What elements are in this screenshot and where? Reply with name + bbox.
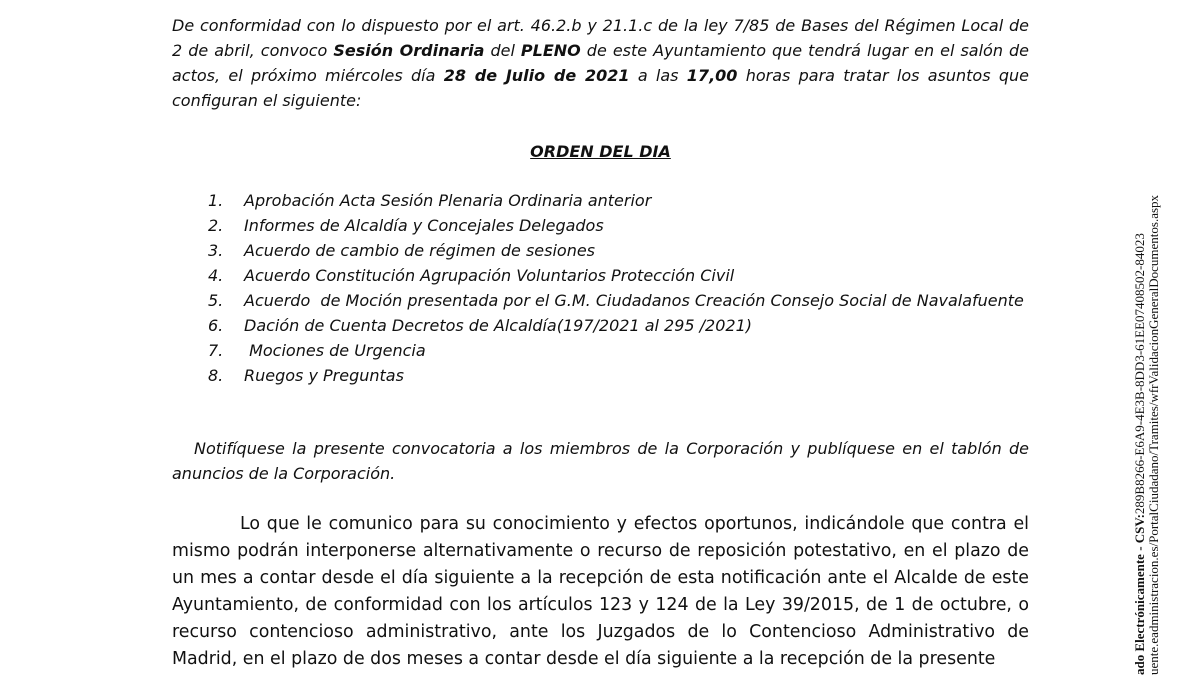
intro-text-4: a las [629, 66, 687, 85]
agenda-item-text: Informes de Alcaldía y Concejales Delegados [244, 216, 604, 235]
agenda-item-number: 4. [208, 266, 224, 285]
appeal-paragraph: Lo que le comunico para su conocimiento y efectos oportunos, indicándole que contra el mismo podrán interponerse alternativamente o recurso de reposición potestativo, en el plazo de un mes a contar desde el día siguiente a la recepción de esta notificación ante el Alcalde de este Ayuntamiento, de conformidad con los artículos 123 y 124 de la Ley 39/2015, de 1 de octubre, o recurso contencioso administrativo, ante los Juzgados de lo Contencioso Administrativo de Madrid, en el plazo de dos meses a contar desde el día siguiente a la recepción de la presente [172, 514, 1029, 669]
agenda-item [208, 188, 1024, 213]
agenda-item-text: Acuerdo de Moción presentada por el G.M. Ciudadanos Creación Consejo Social de Navalafuente [244, 291, 1024, 310]
agenda-list [208, 188, 1024, 388]
agenda-item [208, 263, 1024, 288]
agenda-item-number: 8. [208, 366, 224, 385]
agenda-item-text: Ruegos y Preguntas [244, 366, 404, 385]
agenda-item [208, 238, 1024, 263]
agenda-item-number: 5. [208, 291, 224, 310]
intro-text-5: horas para tratar los asuntos que configuran el siguiente: [172, 66, 1029, 110]
agenda-item-number: 3. [208, 241, 224, 260]
notification-paragraph: Notifíquese la presente convocatoria a los miembros de la Corporación y publíquese en el tablón de anuncios de la Corporación. [172, 439, 1029, 483]
agenda-item-number: 6. [208, 316, 224, 335]
agenda-item-text: Acuerdo Constitución Agrupación Voluntarios Protección Civil [244, 266, 735, 285]
agenda-item-number: 7. [208, 341, 224, 360]
session-date: 28 de Julio de 2021 [443, 66, 630, 85]
agenda-item [208, 338, 1024, 363]
intro-text-1: De conformidad con lo dispuesto por el art. 46.2.b y 21.1.c de la ley 7/85 de Bases del Régimen Local de 2 de abril, convoco [172, 16, 1029, 60]
csv-value: 289B8266-E6A9-4E3B-8DD3-61EE07408502-84023 [1132, 233, 1147, 515]
session-time: 17,00 [686, 66, 738, 85]
intro-paragraph [172, 13, 1029, 113]
signed-label: ado Electrónicamente - [1132, 543, 1147, 675]
agenda-item-text: Aprobación Acta Sesión Plenaria Ordinaria anterior [244, 191, 652, 210]
body-name: PLENO [520, 41, 581, 60]
agenda-item-number: 2. [208, 216, 224, 235]
agenda-item [208, 213, 1024, 238]
agenda-item-text: Mociones de Urgencia [244, 341, 426, 360]
session-type: Sesión Ordinaria [333, 41, 485, 60]
agenda-item-number: 1. [208, 191, 224, 210]
electronic-signature-note [1132, 0, 1190, 675]
agenda-title: ORDEN DEL DIA [530, 142, 671, 161]
intro-text-2: del [484, 41, 521, 60]
agenda-item [208, 313, 1024, 338]
validation-url: uente.eadministracion.es/PortalCiudadano/Tramites/wfrValidacionGeneralDocumentos.aspx [1146, 194, 1161, 675]
agenda-item [208, 363, 1024, 388]
csv-label: CSV: [1132, 514, 1147, 544]
agenda-item [208, 288, 1024, 313]
signature-line [1133, 0, 1147, 675]
agenda-item-text: Acuerdo de cambio de régimen de sesiones [244, 241, 596, 260]
intro-text-3: de este Ayuntamiento que tendrá lugar en el salón de actos, el próximo miércoles día [172, 41, 1029, 85]
agenda-item-text: Dación de Cuenta Decretos de Alcaldía(197/2021 al 295 /2021) [244, 316, 753, 335]
